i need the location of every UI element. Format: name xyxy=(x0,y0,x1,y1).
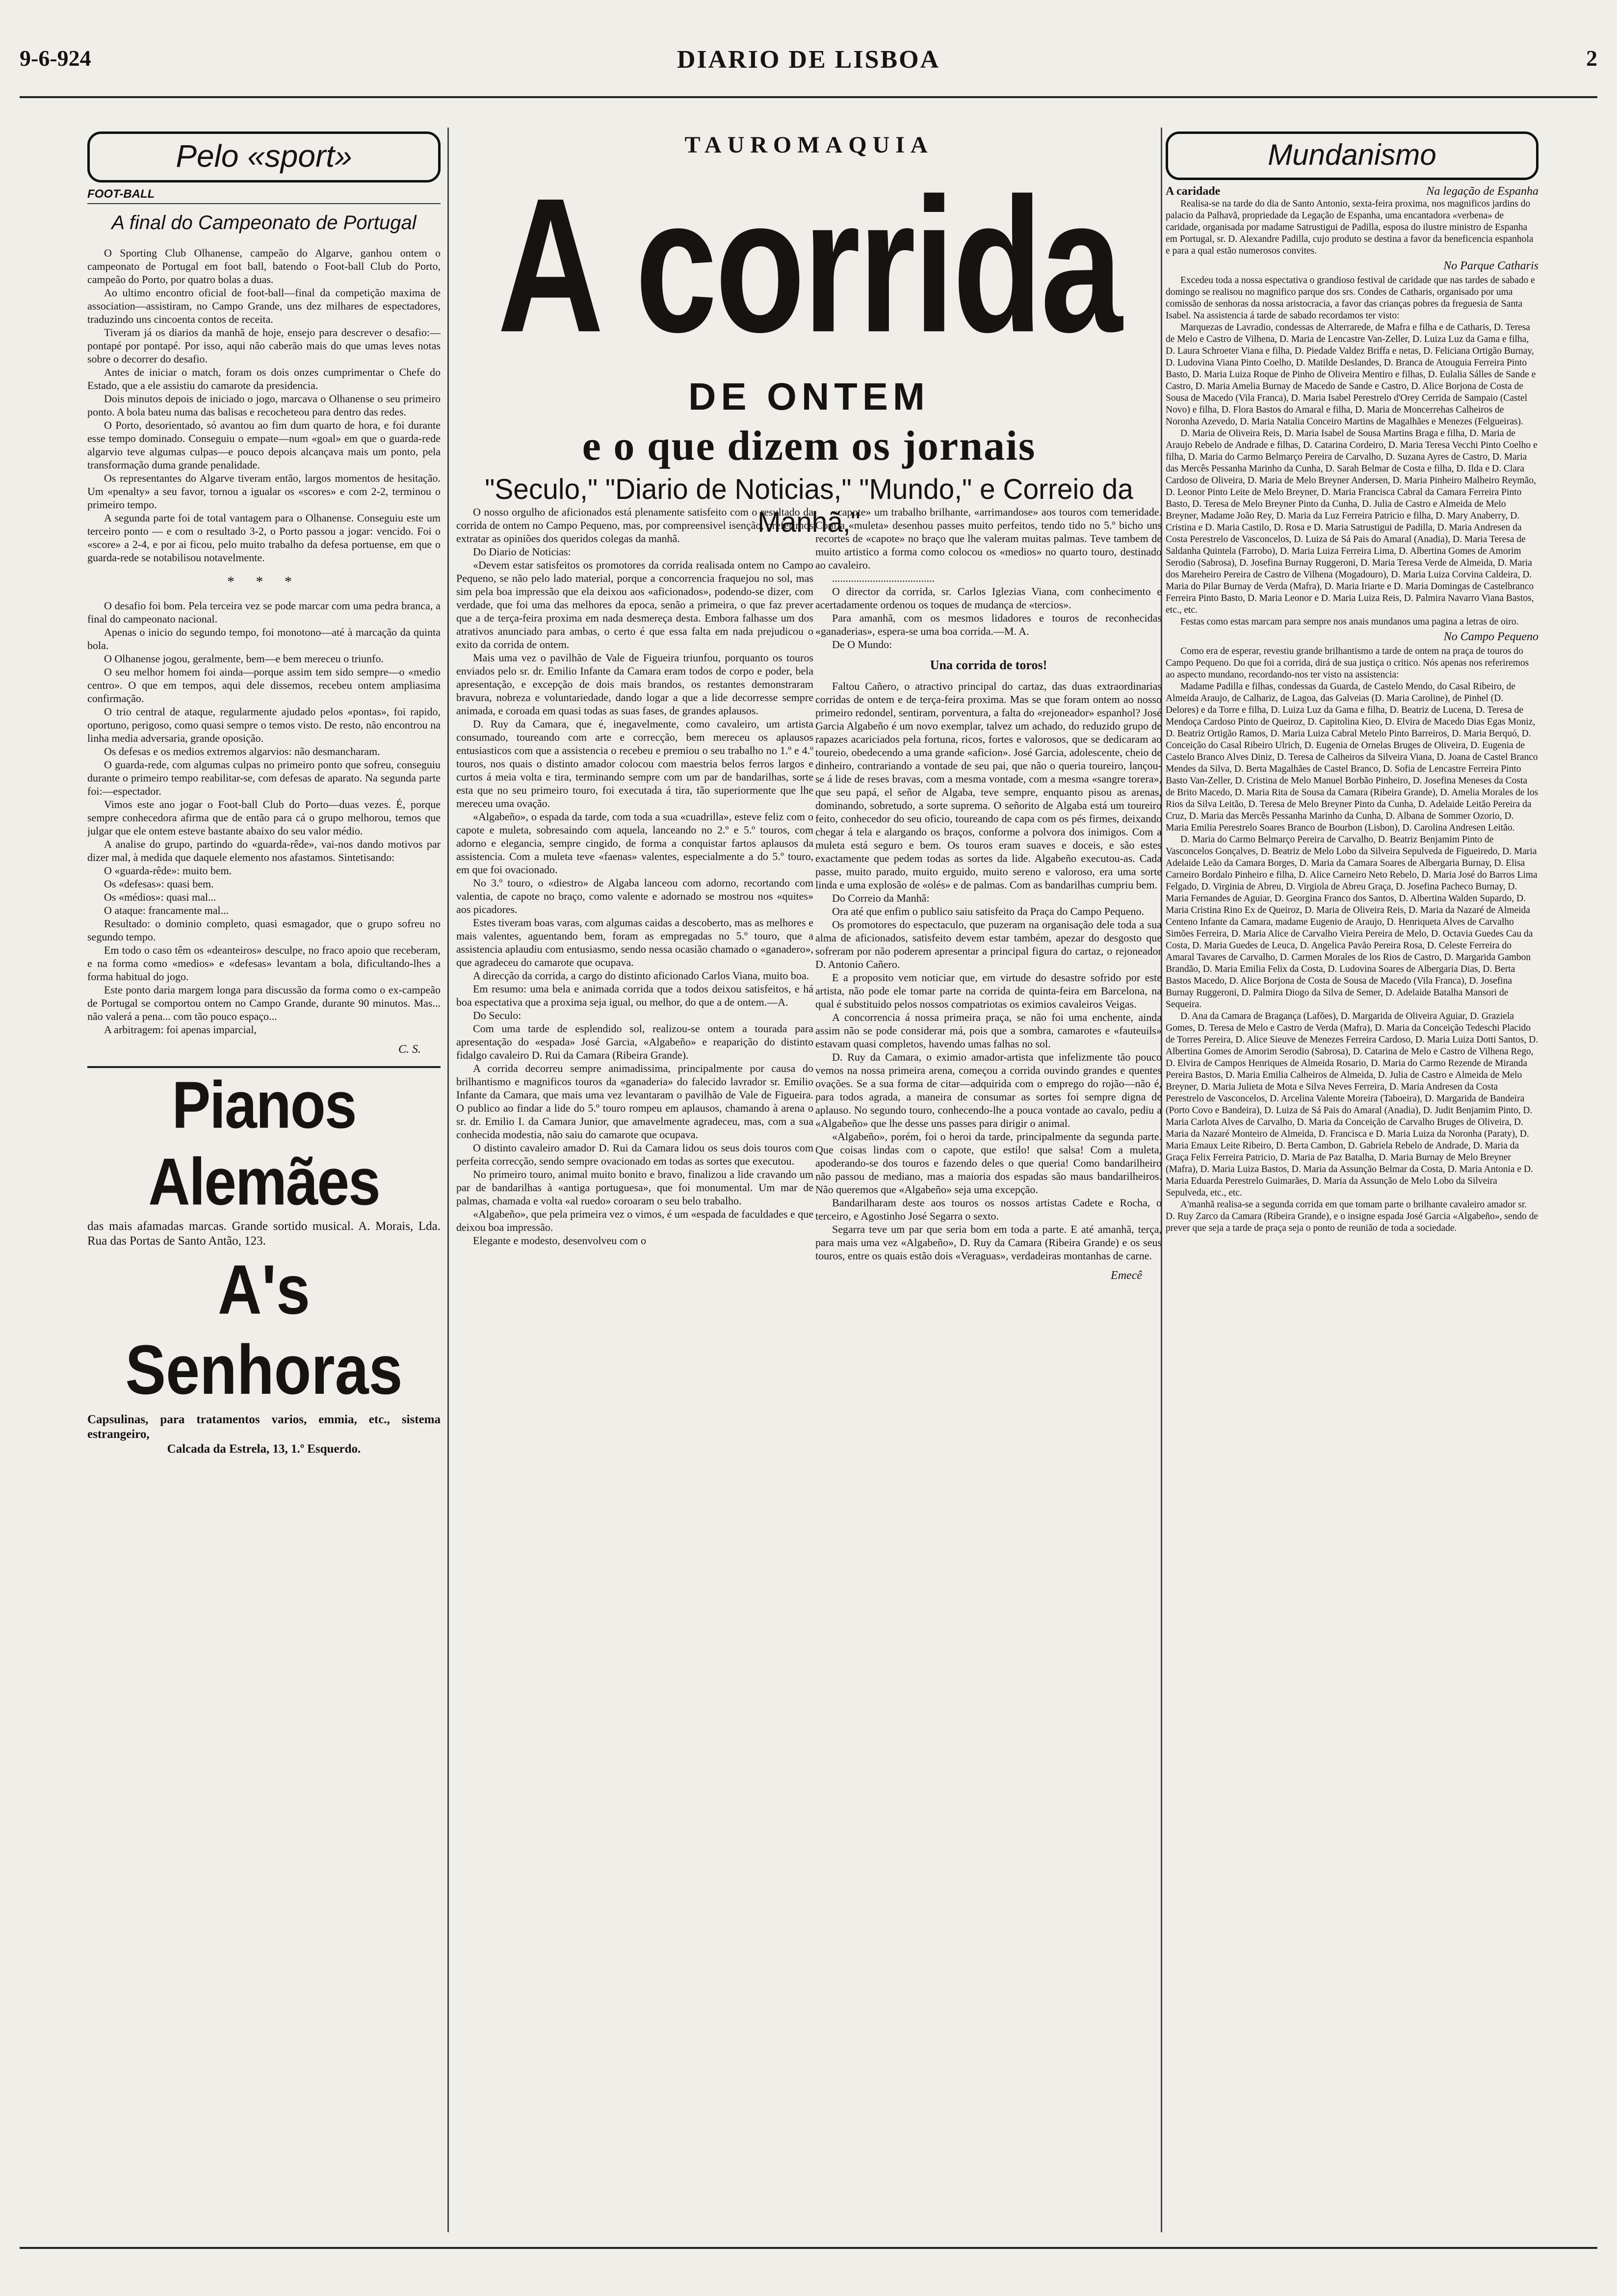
pianos-ad-title: Pianos Alemães xyxy=(148,1068,380,1220)
article-paragraph: Para amanhã, com os mesmos lidadores e touros de reconhecidas «ganaderias», espera-se uma boa corrida.—M. A. xyxy=(815,612,1162,637)
mundanismo-p1: Realisa-se na tarde do dia de Santo Antonio, sexta-feira proxima, nos magnificos jardins do palacio da Palhavã, propriedade da Legação de Espanha, uma encantadora «verbena» de caridade, organisada por madame Satrustigui de Padilla, esposa do ilustre ministro de Espanha em Portugal, sr. D. Alexandre Padilla, cujo produto se destina a favor da beneficencia espanhola e para a qual estão numerosos convites. xyxy=(1166,199,1534,256)
tauromaquia-column-1 xyxy=(456,505,813,2232)
newspaper-title: DIARIO DE LISBOA xyxy=(677,46,940,74)
article-paragraph: Ao ultimo encontro oficial de foot-ball—final da competição maxima de association—assistiram, no Campo Grande, uns dez milhares de espectadores, traduzindo uns cincoenta contos de receita. xyxy=(87,287,441,325)
article-paragraph: Elegante e modesto, desenvolveu com o xyxy=(473,1234,647,1247)
article-paragraph: O seu melhor homem foi ainda—porque assim tem sido sempre—o «medio centro». O que em tempos, aqui dele dissemos, recebeu ontem ampliasima confirmação. xyxy=(87,666,441,704)
mundanismo-p7: Madame Padilla e filhas, condessas da Guarda, de Castelo Mendo, do Casal Ribeiro, de Almeida Araujo, de Calhariz, de Lagoa, das Galveias (D. Maria Caroline), de Pinhel (D. Delores) e da Torre e filha, D. Luiza Luz da Gama e filha, D. Beatriz de Lucena, D. Teresa de Mendoça Cardoso Pinto de Queiroz, D. Capitolina Kieo, D. Elvira de Macedo Dias Egas Moniz, D. Beatriz Ortigão Ramos, D. Maria Luiza Cabral Metelo Pinto Barreiros, D. Maria Berquó, D. Conceição do Casal Ribeiro Ulrich, D. Eugenia de Ornelas Bruges de Oliveira, D. Eugenia de Castelo Branco Alves Diniz, D. Teresa de Calheiros da Silveira Viana, D. Joana de Castel Branco Mendes da Silva, D. Berta Magalhães de Castel Branco, D. Sofia de Lencastre Ferreira Pinto Basto Van-Zeller, D. Cristina de Melo Manuel Borbão Pinheiro, D. Josefina Meneses da Costa de Brito Macedo, D. Maria Rita de Sousa da Camara (Ribeira Grande), D. Amelia Morales de los Rios da Silva Leitão, D. Teresa de Melo Breyner Pinto da Cunha, D. Adelaide Leitão Pereira da Cruz, D. Maria das Mercês Pessanha Marinho da Cunha, D. Albana de Sommer Ozorio, D. Maria Emilia Perestrelo Soares Branco de Bourbon (Lisbon), D. Carolina Andresen Leitão. xyxy=(1166,681,1539,833)
senhoras-ad-title: A's Senhoras xyxy=(125,1251,403,1409)
sport-headline: A final do Campeonato de Portugal xyxy=(111,212,417,234)
column-divider xyxy=(447,128,449,2232)
mundanismo-p8: D. Maria do Carmo Belmarço Pereira de Carvalho, D. Beatriz Benjamim Pinto de Vasconcelos Gonçalves, D. Beatriz de Melo Lobo da Silveira Sepulveda de Figueiredo, D. Maria Adelaide Leão da Camara Borges, D. Maria da Camara Soares de Albergaria Burnay, D. Elisa Carneiro Bordalo Pinheiro e filha, D. Alice Carneiro Neto Rebelo, D. Maria José do Barros Lima Felgado, D. Virginia de Abreu, D. Virgiola de Abreu Graça, D. Josefina Pacheco Burnay, D. Maria Fernandes de Aguiar, D. Georgina Franco dos Santos, D. Albertina Walden Supardo, D. Maria Cristina Rino Ex de Queiroz, D. Maria de Oliveira Reis, D. Maria da Nazaré de Almeida Centeno Infante da Camara, madame Eugenio de Araujo, D. Henriqueta Alves de Carvalho Simões Ferreira, D. Maria Alice de Carvalho Vieira Pereira de Melo, D. Octavia Guedes Cau da Costa, D. Maria Guedes de Leuca, D. Angelica Pavão Pereira Rosa, D. Celeste Ferreira do Amaral Tavares de Carvalho, D. Carmen Morales de los Rios de Castro, D. Margarida Gambon Brandão, D. Maria Emilia Felix da Costa, D. Ludovina Soares de Albergaria Dias, D. Berta Bastos Macedo, D. Alice Borjona de Costa de Sousa de Macedo (Vila Franca), D. Josefina Burnay Ruggeroni, D. Palmira Diogo da Silva de Semer, D. Adelaide Batalha Mansori de Sequeira. xyxy=(1166,835,1538,1010)
page-number: 2 xyxy=(1586,46,1597,71)
sport-signature: C. S. xyxy=(398,1043,421,1056)
headline-newspapers: "Seculo," "Diario de Noticias," "Mundo," e Correio da Manhã," xyxy=(485,473,1133,538)
article-paragraph: Os «médios»: quasi mal... xyxy=(104,891,216,903)
bottom-rule xyxy=(20,2247,1597,2249)
article-paragraph: Faltou Cañero, o atractivo principal do cartaz, das duas extraordinarias corridas de ontem e de terça-feira proxima. Mas se que foram ontem ao nosso primeiro redondel, sentiram, porventura, a falta do «rejoneador» espanhol? José Garcia Algabeño é um novo exemplar, talvez um achado, do reduzido grupo de rapazes acariciados pela fortuna, ricos, fortes e valorosos, que se dedicaram ao toureio, obedecendo a uma grande «aficion». José Garcia, adolescente, cheio de dinheiro, contrariando a vontade de seu pai, que não o queria toureiro, lançou-se á lide de reses bravas, com a mesma vontade, com a mesma «sangre torera», que seu papá, el señor de Algaba, teve sempre, enquanto pisou as arenas, dominando, sobretudo, a sorte suprema. O señorito de Algaba está um toureiro feito, conhecedor do seu oficio, toureando de capa com os pés firmes, deixando chegar á tela e alargando os braços, conforme a polvora dos inimigos. Com a muleta está seguro e bem. Os touros eram suaves e doceis, e são estes exactamente que pedem todas as sortes da lide. Algabeño executou-as. Cada passe, muito parado, muito erguido, muito sereno e valoroso, era uma sorte linda e uma explosão de «olés» e de palmas. Com as bandarilhas cumpriu bem. xyxy=(815,680,1162,891)
article-paragraph: Os representantes do Algarve tiveram então, largos momentos de hesitação. Um «penalty» a seu favor, tornou a igualar os «scores» e com 2-2, terminou o primeiro tempo. xyxy=(87,472,441,511)
mundanismo-p6: Como era de esperar, revestiu grande brilhantismo a tarde de ontem na praça de touros do Campo Pequeno. Do que foi a corrida, dirá de sua justiça o critico. Nós apenas nos referiremos ao aspecto mundano, recordando-nos ter visto na assistencia: xyxy=(1166,646,1529,680)
mundo-headline: Una corrida de toros! xyxy=(930,658,1047,672)
mundanismo-p5: Festas como estas marcam para sempre nos anais mundanos uma pagina a letras de oiro. xyxy=(1180,617,1519,627)
article-paragraph: Os promotores do espectaculo, que puzeram na organisação dele toda a sua alma de aficionados, satisfeito devem estar também, apezar do desgosto que sofreram por não poderem apresentar a principal figura do cartaz, o rejoneador D. Antonio Cañero. xyxy=(815,918,1162,970)
headline-de-ontem: DE ONTEM xyxy=(688,375,930,418)
article-paragraph: De O Mundo: xyxy=(832,638,892,651)
tauromaquia-text-3 xyxy=(815,679,1162,1262)
article-paragraph: O guarda-rede, com algumas culpas no primeiro ponto que sofreu, conseguiu durante o primeiro tempo reabilitar-se, com defesas de aparato. Na segunda parte foi:—espectador. xyxy=(87,758,441,797)
mundanismo-p3: Marquezas de Lavradio, condessas de Alterrarede, de Mafra e filha e de Catharis, D. Teresa de Melo e Castro de Vilhena, D. Maria de Lencastre Van-Zeller, D. Luiza Luz da Gama e filha, D. Laura Schroeter Viana e filha, D. Piedade Valdez Briffa e netas, D. Feliciana Ortigão Burnay, D. Ludovina Viana Pinto Coelho, D. Matilde Deslandes, D. Branca de Atouguia Ferreira Pinto Basto, D. Maria Luiza Roque de Pinho de Oliveira Mentiro e filhas, D. Eulalia Sálles de Sande e Castro, D. Maria Amelia Burnay de Macedo de Sande e Castro, D. Alice Borjona de Costa de Sousa de Macedo (Vila Franca), D. Maria Isabel Perestrelo d'Orey Cerrida de Sampaio (Castel Novo) e filha, D. Flora Bastos do Amaral e filha, D. Maria de Moncerrehas Calheiros de Noronha Azevedo, D. Maria Natalia Conceiro Martins de Magalhães e Menezes (Felgueiras). xyxy=(1166,322,1536,427)
masthead-rule xyxy=(20,96,1597,98)
article-paragraph: Os «defesas»: quasi bem. xyxy=(104,878,214,890)
article-paragraph: E a proposito vem noticiar que, em virtude do desastre sofrido por este artista, não pode ele tomar parte na corrida de quinta-feira em Barcelona, na qual é substituido pelos nossos compatriotas os eximios cavaleiros Veigas. xyxy=(815,971,1162,1010)
senhoras-ad-text: Capsulinas, para tratamentos varios, emmia, etc., sistema estrangeiro, xyxy=(87,1413,441,1441)
mundanismo-column xyxy=(1166,131,1539,2231)
tauromaquia-kicker: TAUROMAQUIA xyxy=(684,132,934,158)
article-paragraph: No 3.º touro, o «diestro» de Algaba lanceou com adorno, recortando com valentia, de capote no braço, como valente e adornado se mostrou nos «quites» aos picadores. xyxy=(456,877,813,915)
sport-article-part1 xyxy=(87,246,441,564)
article-paragraph: «Devem estar satisfeitos os promotores da corrida realisada ontem no Campo Pequeno, se não pelo lado material, porque a concorrencia fraquejou no sol, mas sim pela boa impressão que ela deixou aos «aficionados», podendo-se dizer, com verdade, que foi uma das melhores da epoca, senão a primeira, o que faz prever que a de terça-feira proxima em nada desmereça desta. Embora falhasse um dos atrativos anunciado para ambas, o certo é que essa falta em nada prejudicou o exito da corrida de ontem. xyxy=(456,559,813,651)
senhoras-ad-address: Calcada da Estrela, 13, 1.º Esquerdo. xyxy=(167,1442,361,1456)
masthead xyxy=(20,45,1597,84)
campo-pequeno-heading: No Campo Pequeno xyxy=(1443,630,1539,643)
parque-heading: No Parque Catharis xyxy=(1443,260,1539,272)
article-paragraph: «Algabeño», que pela primeira vez o vimos, é um «espada de faculdades e que deixou boa impressão. xyxy=(456,1208,813,1233)
article-paragraph: A direcção da corrida, a cargo do distinto aficionado Carlos Viana, muito boa. xyxy=(473,969,809,982)
tauromaquia-spread xyxy=(456,131,1162,539)
article-paragraph: Os defesas e os medios extremos algarvios: não desmancharam. xyxy=(104,745,380,757)
issue-date: 9-6-924 xyxy=(20,46,91,71)
tauromaquia-text-1 xyxy=(456,505,813,1247)
section-separator: * * * xyxy=(227,574,301,590)
article-paragraph: O ataque: francamente mal... xyxy=(104,904,229,916)
main-headline: A corrida xyxy=(497,157,1121,372)
article-paragraph: Do Seculo: xyxy=(473,1009,522,1021)
article-paragraph: O trio central de ataque, regularmente ajudado pelos «pontas», foi rapido, oportuno, perigoso, como quasi sempre o temos visto. De resto, não encontrou na linha media adversaria, grande oposição. xyxy=(87,705,441,744)
article-paragraph: O Sporting Club Olhanense, campeão do Algarve, ganhou ontem o campeonato de Portugal em foot ball, batendo o Foot-ball Club do Porto, campeão do Porto, por quatro bolas a duas. xyxy=(87,247,441,286)
article-paragraph: Este ponto daria margem longa para discussão da forma como o ex-campeão de Portugal se comportou ontem no Campo Grande, durante 90 minutos. Mas... não valerá a pena... com tão pouco espaço... xyxy=(87,984,441,1022)
article-paragraph: Do Correio da Manhã: xyxy=(832,892,930,904)
article-paragraph: O director da corrida, sr. Carlos Iglezias Viana, com conhecimento e acertadamente ordenou os toques de mudança de «tercios». xyxy=(815,585,1162,611)
article-paragraph: O distinto cavaleiro amador D. Rui da Camara lidou os seus dois touros com perfeita correcção, sendo sempre ovacionado em todas as sortes que executou. xyxy=(456,1142,813,1167)
article-paragraph: Bandarilharam deste aos touros os nossos artistas Cadete e Rocha, o terceiro, e Agostinho José Segarra o sexto. xyxy=(815,1197,1162,1222)
article-paragraph: Estes tiveram boas varas, com algumas caidas a descoberto, mas as melhores e mais valentes, aguentando bem, foram as empregadas no 5.º touro, que a assistencia aplaudiu com entusiasmo, sendo nessa ocasião chamado o «ganadero», que agradeceu do camarote que ocupava. xyxy=(456,916,813,968)
article-paragraph: Ora até que enfim o publico saiu satisfeito da Praça do Campo Pequeno. xyxy=(832,905,1144,917)
pianos-ad-text: das mais afamadas marcas. Grande sortido musical. A. Morais, Lda. Rua das Portas de Santo Antão, 123. xyxy=(87,1220,441,1248)
article-paragraph: O «guarda-rêde»: muito bem. xyxy=(104,864,232,877)
article-paragraph: O desafio foi bom. Pela terceira vez se pode marcar com uma pedra branca, a final do campeonato nacional. xyxy=(87,600,441,625)
article-paragraph: A concorrencia á nossa primeira praça, se não foi uma enchente, ainda assim não se pode considerar má, pois que a sombra, camarotes e «fauteuils» estavam quasi completos, havendo umas falhas no sol. xyxy=(815,1011,1162,1050)
article-paragraph: Mais uma vez o pavilhão de Vale de Figueira triunfou, porquanto os touros enviados pelo sr. dr. Emilio Infante da Camara eram todos de corpo e poder, bela apresentação, e excepção de dois mais brandos, os restantes demonstraram bravura, nobreza e voluntariedade, dando logar a que a lide decorresse sempre animada, e coroada em quasi todas as suas fases, de grandes aplausos. xyxy=(456,652,813,717)
mundanismo-section-title: Mundanismo xyxy=(1166,131,1539,180)
article-paragraph: D. Ruy da Camara, o eximio amador-artista que infelizmente tão pouco vemos na nossa primeira arena, começou a corrida ouvindo grandes e quentes ovações. Se a sua forma de citar—adquirida com o emprego do rojão—não é, para todos agrada, a maneira de consumar as sortes foi sempre digna de aplauso. No segundo touro, conhecendo-lhe a pouca vontade ao cavalo, pediu a «Algabeño» que lhe desse uns passes para dirigir o animal. xyxy=(815,1051,1162,1129)
mundanismo-p2: Excedeu toda a nossa espectativa o grandioso festival de caridade que nas tardes de sabado e domingo se realisou no magnifico parque dos srs. Condes de Catharis, organisado por uma comissão de senhoras da nossa aristocracia, a favor das crianças pobres da freguesia de Santa Isabel. Na assistencia á tarde de sabado recordamos ter visto: xyxy=(1166,275,1535,321)
article-paragraph: Em todo o caso têm os «deanteiros» desculpe, no fraco apoio que receberam, e na forma como «medios» e «defesas» levantam a bola, dificultando-lhes a forma habitual do jogo. xyxy=(87,944,441,983)
legacao-heading: Na legação de Espanha xyxy=(1426,185,1539,198)
article-paragraph: Resultado: o dominio completo, quasi esmagador, que o grupo sofreu no segundo tempo. xyxy=(87,917,441,943)
article-paragraph: Do Diario de Noticias: xyxy=(473,546,571,558)
sport-article-part2 xyxy=(87,599,441,1036)
article-paragraph: O Olhanense jogou, geralmente, bem—e bem mereceu o triunfo. xyxy=(104,652,384,665)
article-paragraph: «Algabeño», o espada da tarde, com toda a sua «cuadrilla», esteve feliz com o capote e muleta, sobresaindo com aquela, lanceando no 2.º e 5.º touros, com adorno e elegancia, sempre cingido, de forma a conquistar fartos aplausos da assistencia. Com a muleta teve «faenas» valentes, especialmente a do 5.º touro, em que foi ovacionado. xyxy=(456,810,813,876)
tauromaquia-column-2 xyxy=(815,505,1162,2232)
tauromaquia-signature: Emecê xyxy=(1111,1269,1142,1282)
article-paragraph: No primeiro touro, animal muito bonito e bravo, finalizou a lide cravando um par de bandarilhas à «antiga portuguesa», que foi monumental. Um mar de palmas, chamada e volta «al ruedo» coroaram o seu belo trabalho. xyxy=(456,1168,813,1207)
article-paragraph: ...................................... xyxy=(832,572,935,584)
article-paragraph: A segunda parte foi de total vantagem para o Olhanense. Conseguiu este um terceiro ponto — e com o resultado 3-2, o Porto passou a jogar: vencido. Foi o «score» a 2-4, e por ai ficou, pelo muito trabalho da defesa portuense, em que o guarda-rede se notabilisou notavelmente. xyxy=(87,512,441,564)
article-paragraph: A corrida decorreu sempre animadissima, principalmente por causa do brilhantismo e magnificos touros da «ganaderia» do falecido lavrador sr. Emilio Infante da Camara, que mais uma vez levantaram o pavilhão de Vale de Figueira. O publico ao findar a lide do 5.º touro rompeu em aplausos, chamando à arena o sr. dr. Emilio I. da Camara Junior, que amavelmente agradeceu, mas, com a sua conhecida modestia, não saiu do camarote que ocupava. xyxy=(456,1062,813,1141)
mundanismo-p9: D. Ana da Camara de Bragança (Lafões), D. Margarida de Oliveira Aguiar, D. Graziela Gomes, D. Teresa de Melo e Castro de Verda (Mafra), D. Maria da Conceição Tedeschi Placido de Torres Pereira, D. Alice Sieuve de Menezes Ferreira Cardoso, D. Maria Luiza Dotti Santos, D. Albertina Gomes de Amorim Serodio (Sabrosa), D. Catarina de Melo e Castro de Vilhena Rego, D. Elvira de Campos Henriques de Almeida Rosario, D. Maria do Carmo Rezende de Miranda Pereira Bastos, D. Maria Emilia Calheiros de Almeida, D. Julia de Castro e Almeida de Melo Breyner, D. Maria Julieta de Mota e Silva Neves Ferreira, D. Maria Andresen da Costa Perestrelo de Vasconcelos, D. Arcelina Valente Moreira (Taboeira), D. Margarida de Bandeira (Porto Covo e Bandeira), D. Luiza de Sá Pais do Amaral (Anadia), D. Judit Benjamim Pinto, D. Maria Carlota Alves de Carvalho, D. Maria da Conceição de Carvalho Bruges de Oliveira, D. Maria da Nazaré Monteiro de Almeida, D. Francisca e D. Maria Luiza da Noronha (Paraty), D. Maria Emaux Leite Ribeiro, D. Berta Cambon, D. Gabriela Rebelo de Andrade, D. Maria da Graça Felix Ferreira Patricio, D. Maria de Paz Batalha, D. Maria Burnay de Melo Breyner (Mafra), D. Maria Luiza Bastos, D. Maria da Assunção Belmar da Costa, D. Maria Antonia e D. Maria Eduarda Perestrelo Guimarães, D. Maria da Assunção de Melo Lobo da Silveira Sepulveda, etc., etc. xyxy=(1166,1011,1539,1198)
article-paragraph: Segarra teve um par que seria bom em toda a parte. E até amanhã, terça, para mais uma vez «Algabeño», D. Ruy da Camara (Ribeira Grande) e os seus touros, entre os quais estão dois «Veraguas», verdadeiras montanhas de carne. xyxy=(815,1223,1162,1262)
article-paragraph: Em resumo: uma bela e animada corrida que a todos deixou satisfeitos, e há boa espectativa que a proxima seja igual, ou melhor, do que a de ontem.—A. xyxy=(456,983,813,1008)
article-paragraph: «Algabeño», porém, foi o heroi da tarde, principalmente da segunda parte. Que coisas lindas com o capote, que estilo! que salsa! Com a muleta, apoderando-se dos touros e fazendo deles o que queria! Como bandarilheiro não passou de mediano, mas a maioria dos espadas são maus bandarilheiros. Não queremos que «Algabeño» seja uma excepção. xyxy=(815,1130,1162,1196)
mundanismo-p10: A'manhã realisa-se a segunda corrida em que tomam parte o brilhante cavaleiro amador sr. D. Ruy Zarco da Camara (Ribeira Grande), e o insigne espada José Garcia «Algabeño», sendo de prever que seja a tarde de praça seja o ponto de reunião de toda a sociedade. xyxy=(1166,1200,1539,1233)
mundanismo-p4: D. Maria de Oliveira Reis, D. Maria Isabel de Sousa Martins Braga e filha, D. Maria de Araujo Rebelo de Andrade e filhas, D. Catarina Cordeiro, D. Maria Teresa Vecchi Pinto Coelho e filha, D. Maria do Carmo Belmarço Pereira de Carvalho, D. Suzana Ayres de Castro, D. Maria das Mercês Pessanha Marinho da Cunha, D. Sarah Belmar de Costa e filha, D. Ilda e D. Clara Cardoso de Oliveira, D. Maria de Melo Breyner Andersen, D. Maria Pinheiro Malheiro Reymão, D. Leonor Pinto Leite de Melo Breyner, D. Maria Francisca Cabral da Camara Ferreira Pinto Basto, D. Teresa de Melo Breyner Pinto da Cunha, D. Julia de Castro e Almeida de Melo Breyner, Madame João Rey, D. Maria da Luz Ferreira Patricio e filha, D. Mary Anaberry, D. Cristina e D. Maria Castilo, D. Rosa e D. Maria Satrustigui de Padilla, D. Maria Andresen da Costa Perestrelo de Vasconcelos, D. Luiza de Sá Pais do Amaral (Anadia), D. Maria Teresa de Saldanha Quintela (Farrobo), D. Maria Luiza Ferreira Lima, D. Albertina Gomes de Amorim Serodio (Sabrosa), D. Josefina Burnay Ruggeroni, D. Maria Teresa Verde de Almeida, D. Maria dos Mareheiro Pereira de Castro de Vilhena (Mogadouro), D. Maria Luiza Corvina Caldeira, D. Maria do Pilar Burnay de Verda (Mafra), D. Maria Iriarte e D. Maria Domingas de Castelbranco Ferreira Pinto Basto, D. Maria Leonor e D. Maria Luiza Reis, D. Palmira Navarro Viana Bastos, etc., etc. xyxy=(1166,428,1538,615)
article-paragraph: A analise do grupo, partindo do «guarda-rêde», vai-nos dando motivos par dizer mal, à medida que daquele elemento nos afastamos. Sintetisando: xyxy=(87,838,441,863)
article-paragraph: Tiveram já os diarios da manhã de hoje, ensejo para descrever o desafio:—pontapé por pontapé. Por isso, aqui não caberão mais do que umas leves notas sobre o decorrer do desafio. xyxy=(87,326,441,365)
article-paragraph: O Porto, desorientado, só avantou ao fim dum quarto de hora, e foi durante esse tempo dominado. Conseguiu o empate—num «goal» em que o guarda-rede algarvio teve algumas culpas—e pouco depois alcançava mais um ponto, pela transformação duma grande penalidade. xyxy=(87,419,441,471)
article-paragraph: Dois minutos depois de iniciado o jogo, marcava o Olhanense o seu primeiro ponto. A bola bateu numa das balisas e recocheteou para dentro das redes. xyxy=(87,392,441,418)
headline-jornais: e o que dizem os jornais xyxy=(582,422,1036,469)
article-paragraph: «capote» um trabalho brilhante, «arrimandose» aos touros com temeridade. Com a «muleta» desenhou passes muito perfeitos, tendo tido no 5.º bicho uns recortes de «capote» no braço que lhe valeram muitas palmas. Teve tambem de muito artistico a forma como colocou os «medios» no quarto touro, destinado ao cavaleiro. xyxy=(815,506,1162,571)
article-paragraph: D. Ruy da Camara, que é, inegavelmente, como cavaleiro, um artista consumado, toureando com arte e correcção, bem mereceu os aplausos entusiasticos com que a assistencia o recebeu e premiou o seu trabalho no 1.º e 4.º touros, nos quais o distinto amador colocou com maestria belos ferros largos e curtos á meia volta e tira, terminando sempre com um par de bandarilhas, sorte esta que no seu primeiro touro, foi executada á tira, tão superiormente que lhe mereceu uma ovação. xyxy=(456,718,813,809)
sport-section-title: Pelo «sport» xyxy=(87,131,441,183)
sport-column xyxy=(87,131,441,2231)
article-paragraph: A arbitragem: foi apenas imparcial, xyxy=(104,1023,257,1036)
article-paragraph: Apenas o inicio do segundo tempo, foi monotono—até à marcação da quinta bola. xyxy=(87,626,441,652)
article-paragraph: Com uma tarde de esplendido sol, realizou-se ontem a tourada para apresentação do «espada» José Garcia, «Algabeño» e reaparição do distinto fidalgo cavaleiro D. Rui da Camara (Ribeira Grande). xyxy=(456,1022,813,1061)
caridade-label: A caridade xyxy=(1166,185,1221,198)
tauromaquia-text-2 xyxy=(815,505,1162,651)
football-label: FOOT-BALL xyxy=(87,187,441,204)
article-paragraph: Vimos este ano jogar o Foot-ball Club do Porto—duas vezes. É, porque sempre conhecedora afirma que de então para cá o grupo melhorou, temos que julgar que ele ontem esteve bastante abaixo do seu valor médio. xyxy=(87,798,441,837)
article-paragraph: Antes de iniciar o match, foram os dois onzes cumprimentar o Chefe do Estado, que a ele assistiu do camarote da presidencia. xyxy=(87,366,441,391)
article-paragraph: O nosso orgulho de aficionados está plenamente satisfeito com o resultado da corrida de ontem no Campo Pequeno, mas, por compreensivel isenção, preferimos extratar as opiniões dos queridos colegas da manhã. xyxy=(456,506,813,545)
